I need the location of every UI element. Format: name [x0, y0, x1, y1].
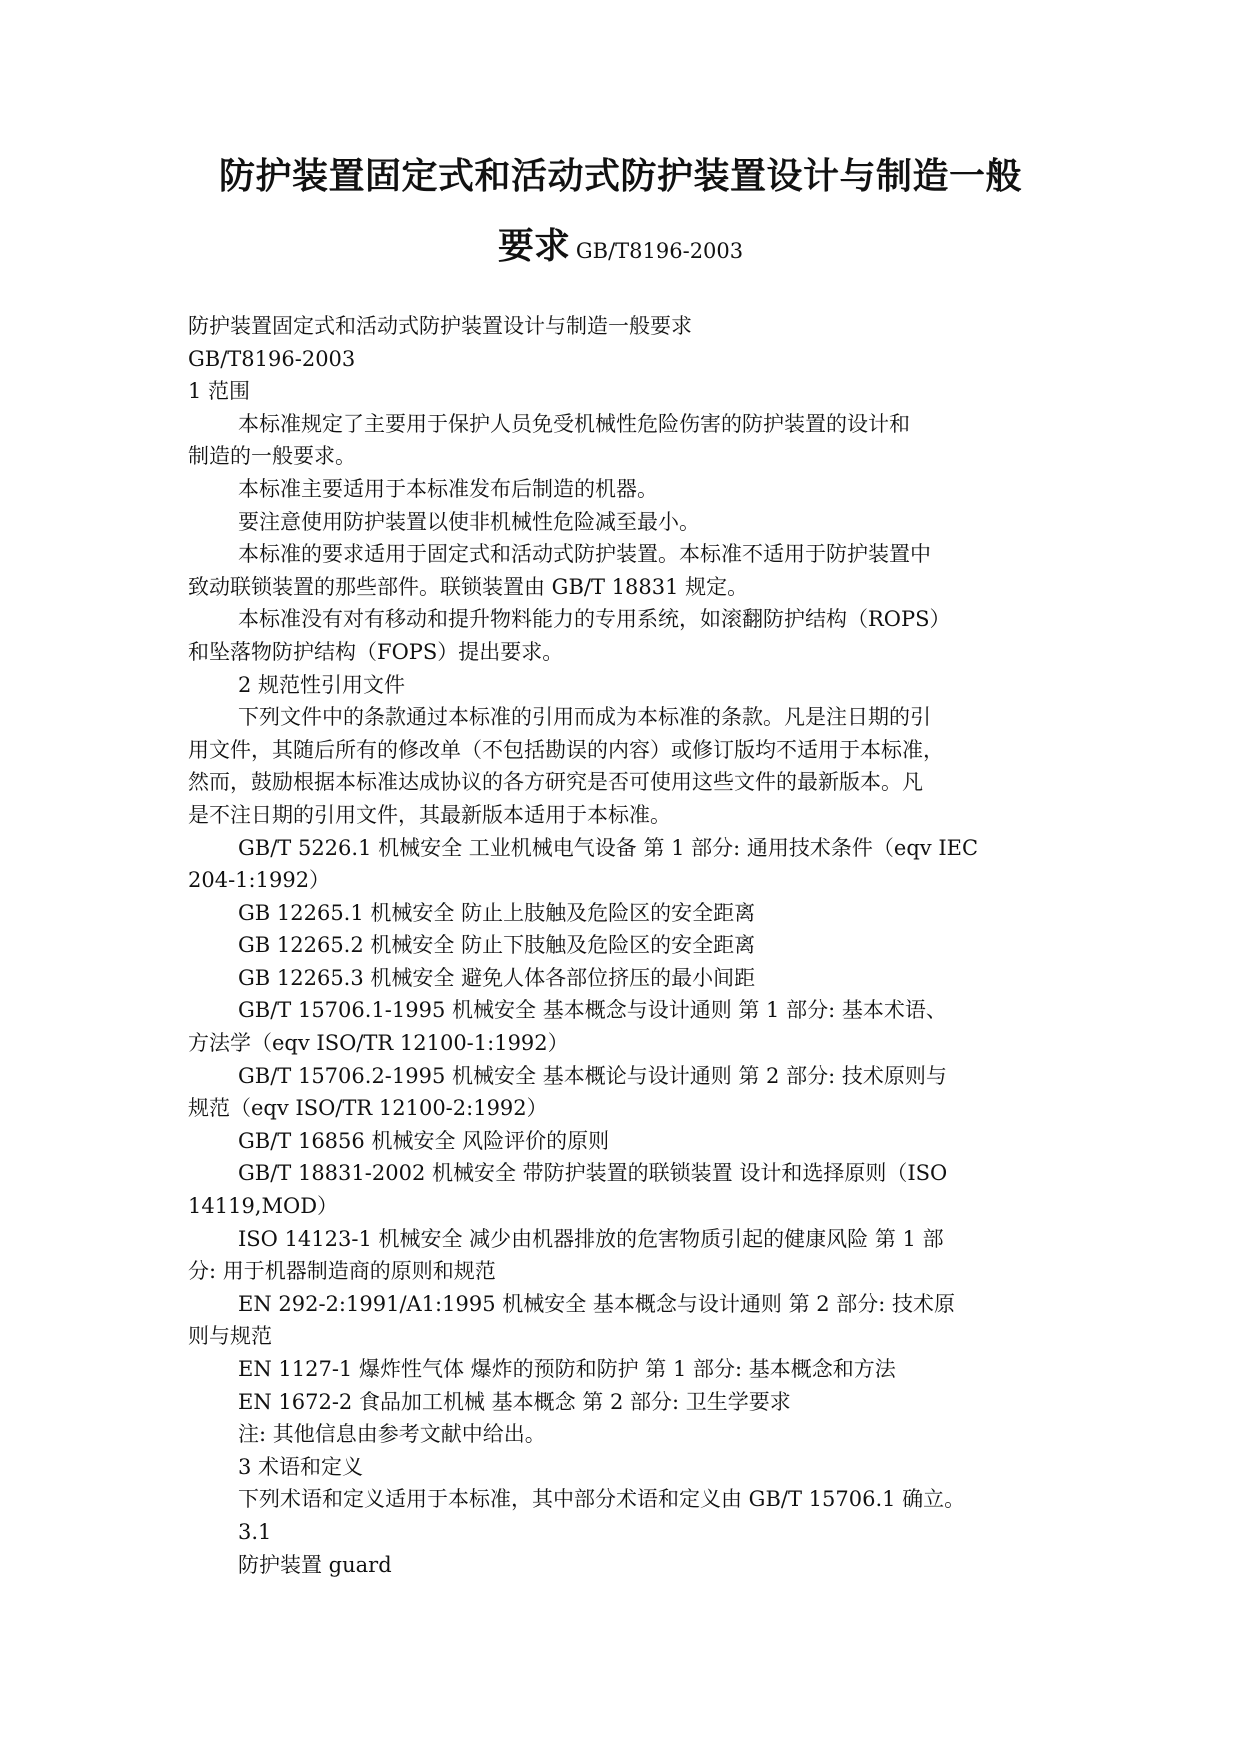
title-line-2	[150, 220, 1091, 279]
text-line: 然而，鼓励根据本标准达成协议的各方研究是否可使用这些文件的最新版本。凡	[188, 770, 923, 795]
text-line: GB/T 18831-2002 机械安全 带防护装置的联锁装置 设计和选择原则（ISO	[238, 1161, 948, 1186]
text-line: 致动联锁装置的那些部件。联锁装置由 GB/T 18831 规定。	[188, 574, 749, 599]
text-line: 3 术语和定义	[238, 1454, 364, 1479]
text-line: ISO 14123-1 机械安全 减少由机器排放的危害物质引起的健康风险 第 1 部	[238, 1226, 944, 1251]
text-line: GB 12265.3 机械安全 避免人体各部位挤压的最小间距	[238, 965, 756, 990]
text-line: 204-1:1992）	[188, 868, 331, 893]
text-line: 14119,MOD）	[188, 1194, 339, 1219]
text-line: GB/T 5226.1 机械安全 工业机械电气设备 第 1 部分: 通用技术条件（eqv IEC	[238, 835, 979, 860]
text-line: 用文件，其随后所有的修改单（不包括勘误的内容）或修订版均不适用于本标准，	[188, 737, 944, 762]
text-line: 下列术语和定义适用于本标准，其中部分术语和定义由 GB/T 15706.1 确立。	[238, 1487, 966, 1512]
text-line: 防护装置 guard	[238, 1552, 392, 1577]
text-line: GB/T 15706.1-1995 机械安全 基本概念与设计通则 第 1 部分: 基本术语、	[238, 998, 947, 1023]
title-line-1: 防护装置固定式和活动式防护装置设计与制造一般	[218, 155, 1022, 197]
text-line: 本标准规定了主要用于保护人员免受机械性危险伤害的防护装置的设计和	[238, 411, 910, 436]
text-line: EN 292-2:1991/A1:1995 机械安全 基本概念与设计通则 第 2 部分: 技术原	[238, 1291, 956, 1316]
text-line: 2 规范性引用文件	[238, 672, 406, 697]
document-title	[150, 150, 1091, 279]
text-line: EN 1672-2 食品加工机械 基本概念 第 2 部分: 卫生学要求	[238, 1389, 791, 1414]
text-line: 本标准的要求适用于固定式和活动式防护装置。本标准不适用于防护装置中	[238, 542, 931, 567]
title-line-2-text: 要求	[497, 225, 570, 267]
text-line: 方法学（eqv ISO/TR 12100-1:1992）	[188, 1031, 569, 1056]
text-line: EN 1127-1 爆炸性气体 爆炸的预防和防护 第 1 部分: 基本概念和方法	[238, 1357, 896, 1381]
text-line: GB/T 15706.2-1995 机械安全 基本概论与设计通则 第 2 部分: 技术原则与	[238, 1063, 947, 1088]
text-line: 下列文件中的条款通过本标准的引用而成为本标准的条款。凡是注日期的引	[238, 705, 931, 730]
text-line: 3.1	[238, 1519, 272, 1544]
text-line: 本标准主要适用于本标准发布后制造的机器。	[238, 476, 658, 501]
text-line: 要注意使用防护装置以使非机械性危险减至最小。	[238, 509, 700, 534]
text-line: 则与规范	[188, 1324, 272, 1349]
text-line: 和坠落物防护结构（FOPS）提出要求。	[188, 639, 564, 664]
document-body	[188, 310, 1068, 1581]
text-line: GB 12265.2 机械安全 防止下肢触及危险区的安全距离	[238, 933, 756, 958]
text-line: 本标准没有对有移动和提升物料能力的专用系统，如滚翻防护结构（ROPS）	[238, 607, 951, 632]
text-line: GB 12265.1 机械安全 防止上肢触及危险区的安全距离	[238, 900, 756, 925]
text-line: 分: 用于机器制造商的原则和规范	[188, 1259, 496, 1284]
text-line: 制造的一般要求。	[188, 444, 356, 469]
text-line: 是不注日期的引用文件，其最新版本适用于本标准。	[188, 802, 671, 827]
text-line: 注: 其他信息由参考文献中给出。	[238, 1422, 546, 1447]
text-line: 防护装置固定式和活动式防护装置设计与制造一般要求	[188, 314, 692, 338]
title-standard-code: GB/T8196-2003	[575, 239, 744, 263]
text-line: 1 范围	[188, 379, 251, 404]
text-line: GB/T 16856 机械安全 风险评价的原则	[238, 1128, 610, 1153]
text-line: GB/T8196-2003	[188, 346, 356, 371]
text-line: 规范（eqv ISO/TR 12100-2:1992）	[188, 1096, 548, 1121]
